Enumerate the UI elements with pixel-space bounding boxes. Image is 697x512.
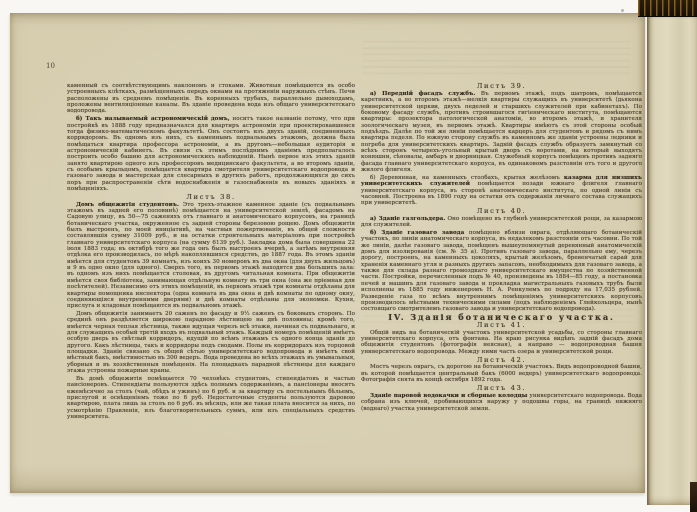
- sheet-heading-41: Листъ 41.: [476, 320, 527, 329]
- paragraph-text: Домъ общежитія занимаетъ 20 саженъ по фасаду и 9½ саженъ съ боковыхъ сторонъ. По срединѣ онъ раздѣляется широкою парадною лѣстницею на двѣ половины; кромѣ того, имѣется черная теплая лѣстница, также идущая черезъ всѣ этажи, начиная съ подвальнаго, и для служащихъ особый третій входъ въ подвальный этажъ. Каждый номеръ помѣщеній имѣетъ особую дверь въ свѣтлый корридоръ, идущій по всѣмъ этажамъ съ одного конца зданія до другого. Какъ лѣстницы, такъ и корридоры подъ сводами. Полы въ корридорахъ изъ торцовой площадки. Зданіе связано съ общей сѣтью университетскаго водопровода и имѣетъ свой мѣстный бакъ, вмѣстимостью въ 300 ведеръ. Вода проведена во всѣхъ этажахъ въ умывальныя, уборныя и въ хозяйственныя помѣщенія. На площадкахъ парадной лѣстницы для каждаго этажа устроены пожарные краны.: [67, 311, 355, 375]
- paragraph-servants-barrack: [361, 175, 642, 207]
- paragraph-inline-bold: казарма для низшихъ университетскихъ служителей: [361, 174, 642, 188]
- paragraph-text: университетскаго водопровода. Вода собрана изъ ключей, пробивающихся наружу у подошвы горы, на границѣ нижняго (воднаго) участка университетской земли.: [361, 392, 642, 412]
- paragraph-lead-bold: Зданіе паровой водокачки и сборные колодцы: [370, 392, 528, 399]
- paragraph-service-facade: [361, 91, 642, 173]
- paragraph-continuation: [67, 83, 355, 115]
- paragraph-text: Оно помѣщено въ глубинѣ университетской рощи, за казармою для служителей.: [361, 215, 642, 229]
- paragraph-botanical-view: [361, 330, 642, 355]
- adjacent-page-edge: [647, 16, 697, 505]
- paragraph-text: носитъ такое названіе потому, что при постройкѣ въ 1888 году предназначался для квартиръ астрономіи при проектировавшемся тогда физико-математическомъ факультетѣ. Онъ состоитъ изъ двухъ зданій, соединенныхъ корридоромъ. Въ одномъ изъ нихъ, съ каменнымъ подвальнымъ этажомъ, должна была помѣщаться квартира профессора астрономіи, а въ другомъ—небольшая аудиторія и астрономическій кабинетъ. Въ связи съ этимъ послѣднимъ зданіемъ предполагалось построить особо башню для астрономическихъ наблюденій. Нынѣ первое изъ этихъ зданій занято квартирою одного изъ профессоровъ медицинскаго факультета, а во второмъ зданіи, съ особымъ крыльцомъ, помѣщается квартира смотрителя университетскаго водопровода и газоваго завода и мастерская для слесарныхъ и другихъ работъ, продолжающихся до сихъ поръ при распространеніи сѣти водоснабженія и газоснабженія въ новыхъ зданіяхъ и помѣщеніяхъ.: [67, 116, 355, 192]
- paragraph-text: каменный съ соотвѣтствующимъ наклономъ и стоками. Животныя помѣщаются въ особо устроенныхъ клѣткахъ, размѣщенныхъ передъ окнами на протяженіи наружныхъ стѣнъ. Печи расположены въ среднемъ помѣщеніи. Въ коренныхъ трубахъ, параллельно дымоходамъ, проложены вентиляціонные каналы. Въ зданіе проведена вода изъ общаго университетскаго водопровода.: [67, 83, 355, 115]
- paragraph-text: помѣщается позади южнаго флигеля главнаго университетскаго корпуса, въ сторонѣ анатомическаго института, по одной линіи съ часовней. Построена въ 1890 году на остатки отъ содержанія личнаго состава служащихъ при университетѣ.: [361, 181, 642, 207]
- left-column: [67, 83, 355, 422]
- paragraph-dormitory: [67, 202, 355, 310]
- sheet-heading-39: Листъ 39.: [476, 82, 527, 90]
- book-cover-corner: [638, 0, 697, 17]
- sheet-heading-43: Листъ 43.: [476, 383, 527, 392]
- section-heading-botanical: IV. Зданія ботаническаго участка.: [388, 312, 615, 323]
- paragraph-gas-plant: [361, 230, 642, 312]
- paragraph-dormitory-residents: [67, 376, 355, 420]
- paragraph-lead-bold: Домъ общежитія студентовъ.: [76, 201, 179, 208]
- sheet-heading-38: Листъ 38.: [186, 192, 236, 201]
- paragraph-text: помѣщено вблизи оврага, отдѣляющаго ботаническій участокъ, по линіи анатомическаго корпуса, въ недалекомъ разстояніи отъ часовни. По той же линіи, далѣе газоваго завода, помѣщенъ вышеупомянутый деревянный анатомическій домъ для изолированія (см. № 35 а). Противъ газоваго завода, параллельно ему, черезъ дорогу, построенъ, на каменныхъ цоколяхъ, крытый желѣзомъ, бревенчатый сарай для храненія каменнаго угля и разныхъ другихъ запасовъ, необходимыхъ для газоваго завода, а также для склада разнаго громоздкаго университетскаго имущества по хозяйственной части. Постройки, перечисленныя подъ № 40, произведены въ 1884—85 году, а постановка печей и машинъ для газоваго завода и прокладка магистральныхъ газовыхъ трубъ были исполнены въ 1885 году инженеромъ Н. А. Ренкулемъ по подряду на 17,035 рублей. Разведеніе газа по всѣмъ внутреннимъ помѣщеніямъ университетскихъ корпусовъ производилось мѣстными техническими силами (подъ наблюденіемъ Глейкольцера, нынѣ состоящаго смотрителемъ газоваго завода и университетскаго водопровода).: [361, 230, 642, 313]
- paragraph-bridge-watertower: [361, 364, 642, 383]
- paragraph-gasholder: [361, 216, 642, 229]
- dust-speck: [621, 9, 624, 12]
- ink-bleed-through: [362, 41, 630, 75]
- paragraph-text: Мостъ черезъ оврагъ, съ дорогою на ботаническій участокъ. Видъ водопроводной башни, въ которой помѣщается центральный бакъ (6000 ведеръ) университетскаго водопровода. Фотографія снята въ концѣ октября 1892 года.: [361, 364, 642, 384]
- book-page: [10, 13, 645, 493]
- paragraph-astronomical-house: [67, 116, 355, 192]
- paragraph-lead-bold: б) Зданіе газоваго завода: [370, 230, 465, 237]
- paragraph-lead-bold: а) Передній фасадъ службъ.: [370, 90, 476, 97]
- paragraph-text: Общій видъ на ботаническій участокъ университетской усадьбы, со стороны главнаго университетскаго корпуса, отъ фонтана. На краю рисунка видѣнъ задній фасадъ дома общежитія студентовъ (фотографія неясная), а направо — водопроводная башня университетскаго водопровода. Между ними часть озера и университетской рощи.: [361, 329, 642, 355]
- right-column: [361, 83, 642, 413]
- paragraph-text: Это трехъ-этажное каменное зданіе (съ подвальнымъ этажомъ въ задней его половинѣ) помѣщается на университетской землѣ, фасадомъ на Садовую улицу, въ 50—75 саженяхъ отъ главнаго и анатомическаго корпусовъ, на границѣ ботаническаго участка, окруженное съ задней стороны березовою рощею. Домъ общежитія былъ выстроенъ, по моей иниціативѣ, на частныя пожертвованія, въ общей сложности составлявшія сумму 31009 руб., и на остатки строительныхъ матеріаловъ при постройкѣ главнаго университетскаго корпуса (на сумму 6139 руб.). Закладка дома была совершена 22 іюля 1883 года; въ октябрѣ того же года онъ былъ выстроенъ вчернѣ, а затѣмъ внутренняя отдѣлка его производилась, по мѣрѣ накоплявшихся средствъ, до 1887 года. Въ этомъ зданіи имѣется для студентовъ 39 комнатъ, изъ коихъ 30 номеровъ въ два окна (для двухъ жильцовъ) и 9 въ одно окно (для одного). Сверхъ того, въ первомъ этажѣ находятся два большихъ зала: въ одномъ изъ нихъ помѣщается столовая, въ другомъ читальная комната. При общежитіи имѣется своя библіотека, занимающая отдѣльную комнату въ три окна (она же пріемная для посѣтителей). Независимо отъ этихъ помѣщеній, въ первомъ этажѣ три комнаты отдѣланы для квартиры помощника инспектора (одна комната въ два окна и двѣ комнаты по одному окну, соединяющіяся внутренними дверями) и двѣ комнаты отдѣланы для экономки. Кухня, прислуга и кладовыя помѣщаются въ подвальномъ этажѣ.: [67, 201, 355, 310]
- paragraph-lead-bold: а) Зданіе газгольдера.: [370, 215, 446, 222]
- page-number: 10: [46, 62, 55, 70]
- paragraph-pumping-station: [361, 393, 642, 412]
- paragraph-text: Въ домѣ общежитія помѣщается 70 человѣкъ студентовъ, стипендіатовъ и частью пансіонеровъ. Стипендіаты пользуются здѣсь полнымъ содержаніемъ, а пансіонеры вносятъ ежемѣсячно за столъ (чай, обѣдъ и ужинъ) по 6 руб. и за квартиру съ постельнымъ бѣльемъ, прислугой и освѣщеніемъ тоже по 6 руб. Недостаточные студенты пользуются даровою квартирою, плата лишь за столъ по 6 руб. въ мѣсяцъ, или же такая плата вносится за нихъ, по усмотрѣнію Правленія, изъ благотворительныхъ суммъ, или изъ спеціальныхъ средствъ университета.: [67, 375, 355, 421]
- paragraph-text: Въ первомъ этажѣ, подъ шатромъ, помѣщается каретникъ, а во второмъ этажѣ—мелкія квартиры служащихъ въ университетѣ (дьякона университетской церкви, двухъ педелей и старшихъ служителей при кабинетахъ). По боковому фасаду службъ, противъ строившагося гигіеническаго института, помѣщаются квартиры: прозектора патологической анатоміи, во второмъ этажѣ, и хранителя зоологическаго музея, въ первомъ этажѣ. Квартиры имѣютъ съ этой стороны особый подъѣздъ. Далѣе по той же линіи помѣщается карцеръ для студентовъ и рядомъ съ нимъ квартира педеля. По южную сторону службъ въ каменномъ же зданіи устроены ледники и погреба для университетскихъ квартиръ. Задній фасадъ службъ образуетъ замкнутый со всѣхъ сторонъ четырехъ-угольный крытый дворъ съ воротами, на который выходятъ конюшни, сѣновалы, амбаръ и дворницкая. Служебный корпусъ помѣщенъ противъ задняго фасада главнаго университетскаго корпуса, въ одинаковомъ разстояніи отъ того и другого жилого флигеля.: [361, 90, 642, 173]
- paragraph-text: б) Деревянная, на каменныхъ столбахъ, крытая желѣзомъ: [370, 174, 564, 181]
- paragraph-lead-bold: б) Такъ называемый астрономическій домъ,: [76, 116, 230, 123]
- book-cover-edge: [690, 482, 697, 512]
- sheet-heading-40: Листъ 40.: [476, 207, 527, 216]
- sheet-heading-42: Листъ 42.: [476, 355, 527, 364]
- paragraph-dormitory-dimensions: [67, 311, 355, 374]
